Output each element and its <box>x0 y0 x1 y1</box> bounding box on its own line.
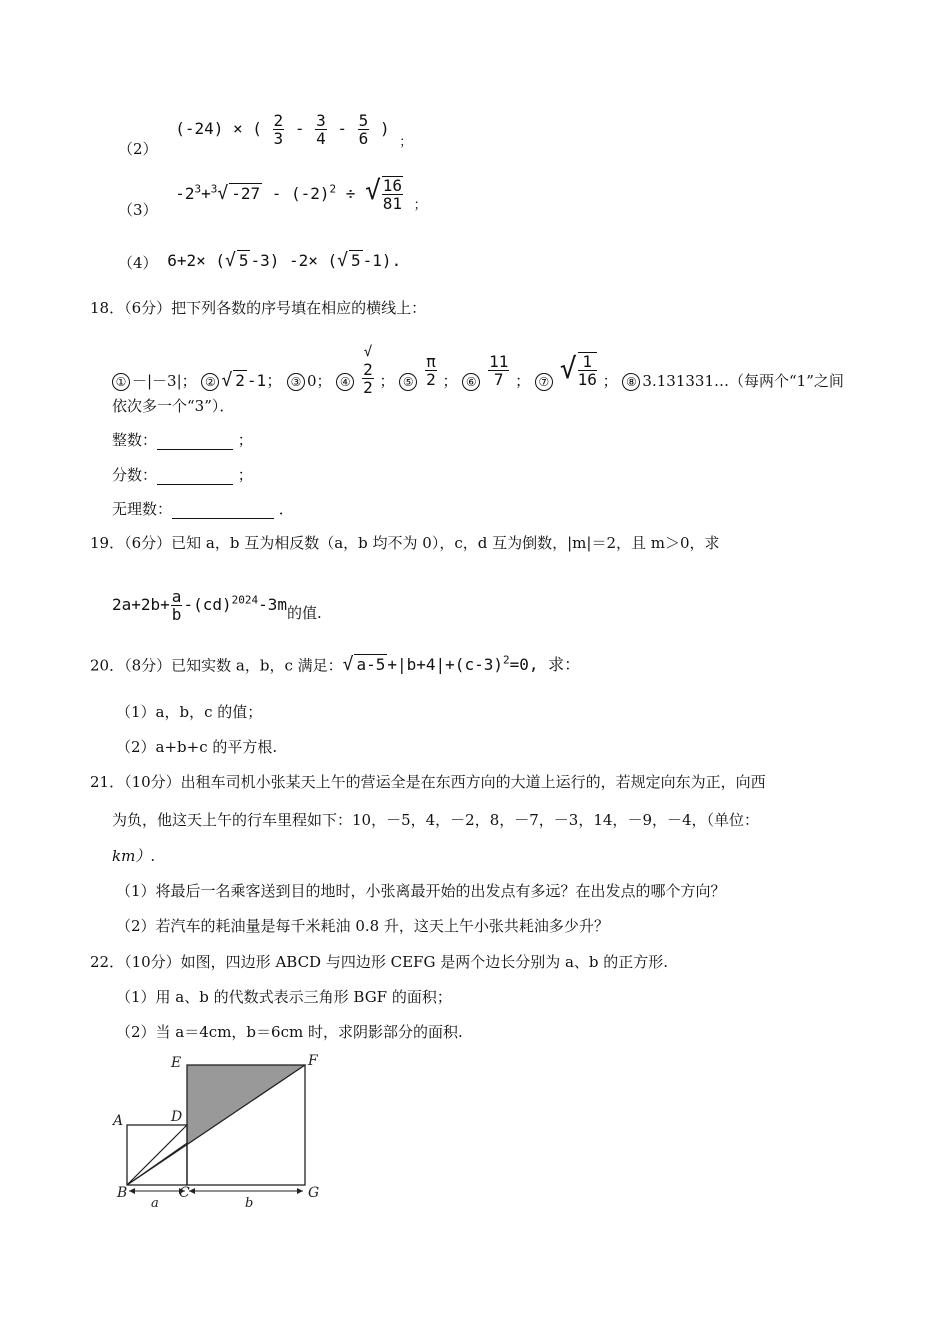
fraction: $\frac{3}{4}$ <box>316 111 326 148</box>
irrational-row: 无理数： ． <box>112 500 294 518</box>
problem21-q2: （2）若汽车的耗油量是每千米耗油 0.8 升，这天上午小张共耗油多少升？ <box>116 917 609 935</box>
problem20-q2: （2）a+b+c 的平方根. <box>116 738 278 756</box>
label-b-length: b <box>245 1196 254 1211</box>
fraction: $\frac{2}{3}$ <box>273 111 284 148</box>
label-a-length: a <box>151 1196 159 1211</box>
fraction: $\frac{5}{6}$ <box>358 111 369 148</box>
irrational-blank[interactable] <box>172 502 274 519</box>
fractions-blank[interactable] <box>157 468 233 485</box>
problem20-q1: （1）a，b，c 的值； <box>116 703 263 721</box>
problem22-header: 22．（10分）如图，四边形 ABCD 与四边形 CEFG 是两个边长分别为 a、b 的正方形. <box>90 953 669 971</box>
problem21-line2: 为负，他这天上午的行车里程如下：10，－5，4，－2，8，－7，－3，14，－9，－4，（单位： <box>112 811 760 829</box>
integers-row: 整数： ； <box>112 431 253 449</box>
problem18-header: 18．（6分）把下列各数的序号填在相应的横线上： <box>90 299 427 317</box>
label-f-point: F <box>308 1053 318 1069</box>
problem22-q1: （1）用 a、b 的代数式表示三角形 BGF 的面积； <box>116 988 452 1006</box>
label-e-point: E <box>171 1055 182 1071</box>
problem17-part3: （3） $-2^3+^3√$ $-27 - (-2)^2$ ÷ √ $\frac{16}{81}$ $_;$ <box>118 175 427 219</box>
geometry-figure <box>105 1045 335 1215</box>
label-g-point: G <box>308 1185 320 1201</box>
problem19-expression: 2a+2b+ $\frac{a}{b}$ -(cd)$^{2024}$-3m的值. <box>112 587 322 624</box>
problem20-header: 20．（8分）已知实数 a，b，c 满足：√ $a-5 +|b+4|+(c-3)^2=0$, 求： <box>90 654 581 676</box>
label-a-point: A <box>113 1113 124 1129</box>
problem21-line3: km）. <box>112 847 156 865</box>
label-c-point: C <box>179 1185 190 1201</box>
label-d-point: D <box>171 1109 183 1125</box>
problem19-header: 19．（6分）已知 a，b 互为相反数（a，b 均不为 0），c，d 互为倒数，|m|＝2，且 m＞0，求 <box>90 534 720 552</box>
problem17-part2: （2） (-24) × ( $\frac{2}{3}$ - $\frac{3}{4}$ - $\frac{5}{6}$ ) $_;$ <box>118 111 413 158</box>
problem22-q2: （2）当 a＝4cm，b＝6cm 时，求阴影部分的面积. <box>116 1023 463 1041</box>
problem18-numbers: ① －|－3|； ② √ 2 -1； ③ 0； ④ √ 2 2 ； ⑤ $\frac{\pi}{2}$ ； ⑥ $\frac{11}{7}$ ； ⑦ √ $\frac{1}{16}$ ； ⑧ 3.131331…（每两个“1”之间 <box>112 340 844 390</box>
label-b-point: B <box>117 1185 128 1201</box>
problem21-q1: （1）将最后一名乘客送到目的地时，小张离最开始的出发点有多远？在出发点的哪个方向？ <box>116 882 726 900</box>
problem17-part4: （4） 6+2× (√ 5 -3) -2× (√ 5 -1). <box>118 250 402 272</box>
integers-blank[interactable] <box>157 433 233 450</box>
problem21-line1: 21．（10分）出租车司机小张某天上午的营运全是在东西方向的大道上运行的，若规定向东为正，向西 <box>90 773 766 791</box>
problem18-continuation: 依次多一个“3”）． <box>112 397 235 415</box>
segment-bd <box>127 1125 187 1185</box>
fractions-row: 分数： ； <box>112 466 253 484</box>
